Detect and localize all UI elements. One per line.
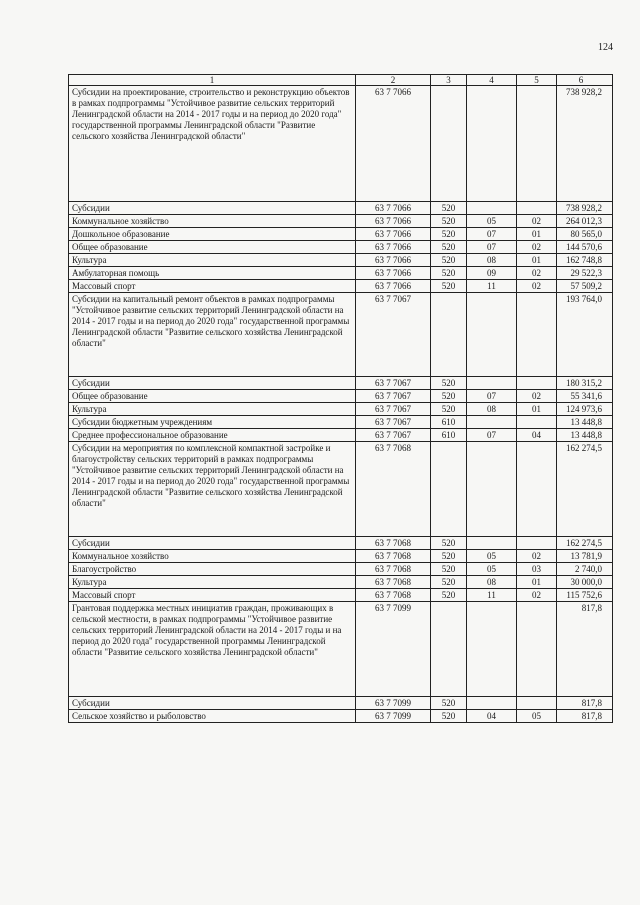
- row-vr-cell: [431, 293, 467, 377]
- row-name-cell: Культура: [69, 576, 356, 589]
- row-rz-cell: [467, 697, 517, 710]
- row-rz-cell: [467, 442, 517, 537]
- row-code-cell: 63 7 7068: [356, 589, 431, 602]
- row-sum-cell: 144 570,6: [557, 241, 613, 254]
- table-row: [69, 429, 613, 442]
- row-vr-cell: 520: [431, 537, 467, 550]
- row-code-cell: 63 7 7066: [356, 215, 431, 228]
- row-sum-cell: 29 522,3: [557, 267, 613, 280]
- row-vr-cell: 520: [431, 267, 467, 280]
- row-sum-cell: 738 928,2: [557, 86, 613, 202]
- row-name-cell: Коммунальное хозяйство: [69, 550, 356, 563]
- row-vr-cell: 520: [431, 589, 467, 602]
- row-pr-cell: [517, 293, 557, 377]
- row-rz-cell: [467, 416, 517, 429]
- row-sum-cell: 162 274,5: [557, 537, 613, 550]
- table-row: [69, 537, 613, 550]
- header-cell: 4: [467, 75, 517, 86]
- row-rz-cell: 05: [467, 563, 517, 576]
- row-name-cell: Субсидии: [69, 537, 356, 550]
- header-cell: 2: [356, 75, 431, 86]
- row-sum-cell: 162 274,5: [557, 442, 613, 537]
- row-vr-cell: [431, 86, 467, 202]
- row-sum-cell: 13 781,9: [557, 550, 613, 563]
- row-code-cell: 63 7 7067: [356, 416, 431, 429]
- row-name-cell: Субсидии бюджетным учреждениям: [69, 416, 356, 429]
- row-code-cell: 63 7 7068: [356, 563, 431, 576]
- row-sum-cell: 180 315,2: [557, 377, 613, 390]
- row-sum-cell: 817,8: [557, 710, 613, 723]
- table-row: [69, 228, 613, 241]
- row-code-cell: 63 7 7068: [356, 537, 431, 550]
- row-name-cell: Субсидии: [69, 377, 356, 390]
- row-name-cell: Массовый спорт: [69, 280, 356, 293]
- table-row: [69, 390, 613, 403]
- row-rz-cell: 07: [467, 390, 517, 403]
- row-pr-cell: [517, 377, 557, 390]
- row-code-cell: 63 7 7067: [356, 390, 431, 403]
- row-rz-cell: 05: [467, 550, 517, 563]
- row-pr-cell: [517, 602, 557, 697]
- row-pr-cell: 02: [517, 280, 557, 293]
- row-sum-cell: 13 448,8: [557, 429, 613, 442]
- row-rz-cell: 07: [467, 228, 517, 241]
- row-vr-cell: 520: [431, 228, 467, 241]
- row-sum-cell: 13 448,8: [557, 416, 613, 429]
- table-row: [69, 86, 613, 202]
- row-vr-cell: 520: [431, 710, 467, 723]
- row-pr-cell: [517, 86, 557, 202]
- table-row: [69, 550, 613, 563]
- row-name-cell: Грантовая поддержка местных инициатив граждан, проживающих в сельской местности, в рамках подпрограммы "Устойчивое развитие сельских территорий Ленинградской области на 2014 - 2017 годы и на период до 2020 года" государственной программы Ленинградской области "Развитие сельского хозяйства Ленинградской области": [69, 602, 356, 697]
- row-sum-cell: 30 000,0: [557, 576, 613, 589]
- table-row: [69, 241, 613, 254]
- row-pr-cell: 02: [517, 241, 557, 254]
- row-rz-cell: 07: [467, 429, 517, 442]
- row-name-cell: Амбулаторная помощь: [69, 267, 356, 280]
- row-rz-cell: [467, 202, 517, 215]
- row-code-cell: 63 7 7068: [356, 576, 431, 589]
- row-pr-cell: 02: [517, 550, 557, 563]
- row-name-cell: Культура: [69, 403, 356, 416]
- row-code-cell: 63 7 7068: [356, 442, 431, 537]
- row-name-cell: Субсидии на мероприятия по комплексной компактной застройке и благоустройству сельских территорий в рамках подпрограммы "Устойчивое развитие сельских территорий Ленинградской области на 2014 - 2017 годы и на период до 2020 года" государственной программы Ленинградской области "Развитие сельского хозяйства Ленинградской области": [69, 442, 356, 537]
- row-sum-cell: 115 752,6: [557, 589, 613, 602]
- row-rz-cell: [467, 537, 517, 550]
- row-sum-cell: 124 973,6: [557, 403, 613, 416]
- row-vr-cell: 520: [431, 390, 467, 403]
- row-rz-cell: 08: [467, 403, 517, 416]
- row-name-cell: Субсидии на капитальный ремонт объектов в рамках подпрограммы "Устойчивое развитие сельских территорий Ленинградской области на 2014 - 2017 годы и на период до 2020 года" государственной программы Ленинградской области "Развитие сельского хозяйства Ленинградской области": [69, 293, 356, 377]
- row-name-cell: Коммунальное хозяйство: [69, 215, 356, 228]
- row-name-cell: Благоустройство: [69, 563, 356, 576]
- row-code-cell: 63 7 7066: [356, 254, 431, 267]
- table-row: [69, 697, 613, 710]
- budget-table: [68, 74, 613, 723]
- table-row: [69, 254, 613, 267]
- row-name-cell: Среднее профессиональное образование: [69, 429, 356, 442]
- row-vr-cell: 610: [431, 429, 467, 442]
- row-vr-cell: 520: [431, 550, 467, 563]
- row-pr-cell: [517, 442, 557, 537]
- row-rz-cell: [467, 86, 517, 202]
- table-row: [69, 416, 613, 429]
- row-pr-cell: [517, 416, 557, 429]
- row-rz-cell: 07: [467, 241, 517, 254]
- table-header-row: [69, 75, 613, 86]
- row-name-cell: Дошкольное образование: [69, 228, 356, 241]
- row-pr-cell: 02: [517, 390, 557, 403]
- row-vr-cell: 610: [431, 416, 467, 429]
- row-code-cell: 63 7 7067: [356, 429, 431, 442]
- row-rz-cell: 11: [467, 280, 517, 293]
- row-code-cell: 63 7 7067: [356, 377, 431, 390]
- row-rz-cell: [467, 377, 517, 390]
- row-vr-cell: 520: [431, 576, 467, 589]
- row-sum-cell: 817,8: [557, 697, 613, 710]
- header-cell: 1: [69, 75, 356, 86]
- row-pr-cell: 02: [517, 589, 557, 602]
- row-name-cell: Культура: [69, 254, 356, 267]
- row-rz-cell: 08: [467, 254, 517, 267]
- table-row: [69, 403, 613, 416]
- row-pr-cell: 01: [517, 403, 557, 416]
- row-rz-cell: [467, 602, 517, 697]
- row-code-cell: 63 7 7067: [356, 403, 431, 416]
- row-sum-cell: 2 740,0: [557, 563, 613, 576]
- row-vr-cell: 520: [431, 697, 467, 710]
- row-pr-cell: [517, 202, 557, 215]
- row-sum-cell: 264 012,3: [557, 215, 613, 228]
- row-pr-cell: [517, 697, 557, 710]
- row-pr-cell: 03: [517, 563, 557, 576]
- table-row: [69, 602, 613, 697]
- row-pr-cell: 04: [517, 429, 557, 442]
- row-code-cell: 63 7 7099: [356, 602, 431, 697]
- row-name-cell: Субсидии: [69, 202, 356, 215]
- row-name-cell: Субсидии на проектирование, строительство и реконструкцию объектов в рамках подпрограммы "Устойчивое развитие сельских территорий Ленинградской области на 2014 - 2017 годы и на период до 2020 года" государственной программы Ленинградской области "Развитие сельского хозяйства Ленинградской области": [69, 86, 356, 202]
- row-vr-cell: [431, 602, 467, 697]
- row-vr-cell: [431, 442, 467, 537]
- row-code-cell: 63 7 7066: [356, 241, 431, 254]
- row-code-cell: 63 7 7066: [356, 267, 431, 280]
- row-pr-cell: 01: [517, 576, 557, 589]
- row-vr-cell: 520: [431, 215, 467, 228]
- row-sum-cell: 55 341,6: [557, 390, 613, 403]
- row-sum-cell: 80 565,0: [557, 228, 613, 241]
- header-cell: 6: [557, 75, 613, 86]
- row-rz-cell: 09: [467, 267, 517, 280]
- page-number: 124: [598, 42, 613, 53]
- table-row: [69, 280, 613, 293]
- row-rz-cell: 04: [467, 710, 517, 723]
- row-vr-cell: 520: [431, 280, 467, 293]
- row-pr-cell: 05: [517, 710, 557, 723]
- table-row: [69, 377, 613, 390]
- row-sum-cell: 57 509,2: [557, 280, 613, 293]
- table-row: [69, 563, 613, 576]
- row-name-cell: Общее образование: [69, 390, 356, 403]
- row-sum-cell: 193 764,0: [557, 293, 613, 377]
- row-sum-cell: 162 748,8: [557, 254, 613, 267]
- table-row: [69, 576, 613, 589]
- row-name-cell: Массовый спорт: [69, 589, 356, 602]
- table-row: [69, 202, 613, 215]
- row-vr-cell: 520: [431, 202, 467, 215]
- row-pr-cell: 01: [517, 228, 557, 241]
- header-cell: 3: [431, 75, 467, 86]
- row-rz-cell: [467, 293, 517, 377]
- row-pr-cell: 02: [517, 267, 557, 280]
- row-code-cell: 63 7 7066: [356, 228, 431, 241]
- row-sum-cell: 738 928,2: [557, 202, 613, 215]
- table-row: [69, 442, 613, 537]
- header-cell: 5: [517, 75, 557, 86]
- row-name-cell: Общее образование: [69, 241, 356, 254]
- row-name-cell: Субсидии: [69, 697, 356, 710]
- row-code-cell: 63 7 7066: [356, 280, 431, 293]
- row-vr-cell: 520: [431, 241, 467, 254]
- row-pr-cell: 02: [517, 215, 557, 228]
- row-vr-cell: 520: [431, 254, 467, 267]
- row-vr-cell: 520: [431, 563, 467, 576]
- row-rz-cell: 11: [467, 589, 517, 602]
- row-vr-cell: 520: [431, 403, 467, 416]
- row-code-cell: 63 7 7099: [356, 710, 431, 723]
- row-vr-cell: 520: [431, 377, 467, 390]
- row-sum-cell: 817,8: [557, 602, 613, 697]
- table-row: [69, 293, 613, 377]
- row-pr-cell: [517, 537, 557, 550]
- table-row: [69, 215, 613, 228]
- row-name-cell: Сельское хозяйство и рыболовство: [69, 710, 356, 723]
- row-rz-cell: 08: [467, 576, 517, 589]
- row-code-cell: 63 7 7066: [356, 202, 431, 215]
- table-row: [69, 710, 613, 723]
- row-code-cell: 63 7 7066: [356, 86, 431, 202]
- table-row: [69, 589, 613, 602]
- table-row: [69, 267, 613, 280]
- row-code-cell: 63 7 7067: [356, 293, 431, 377]
- row-code-cell: 63 7 7068: [356, 550, 431, 563]
- row-code-cell: 63 7 7099: [356, 697, 431, 710]
- row-rz-cell: 05: [467, 215, 517, 228]
- row-pr-cell: 01: [517, 254, 557, 267]
